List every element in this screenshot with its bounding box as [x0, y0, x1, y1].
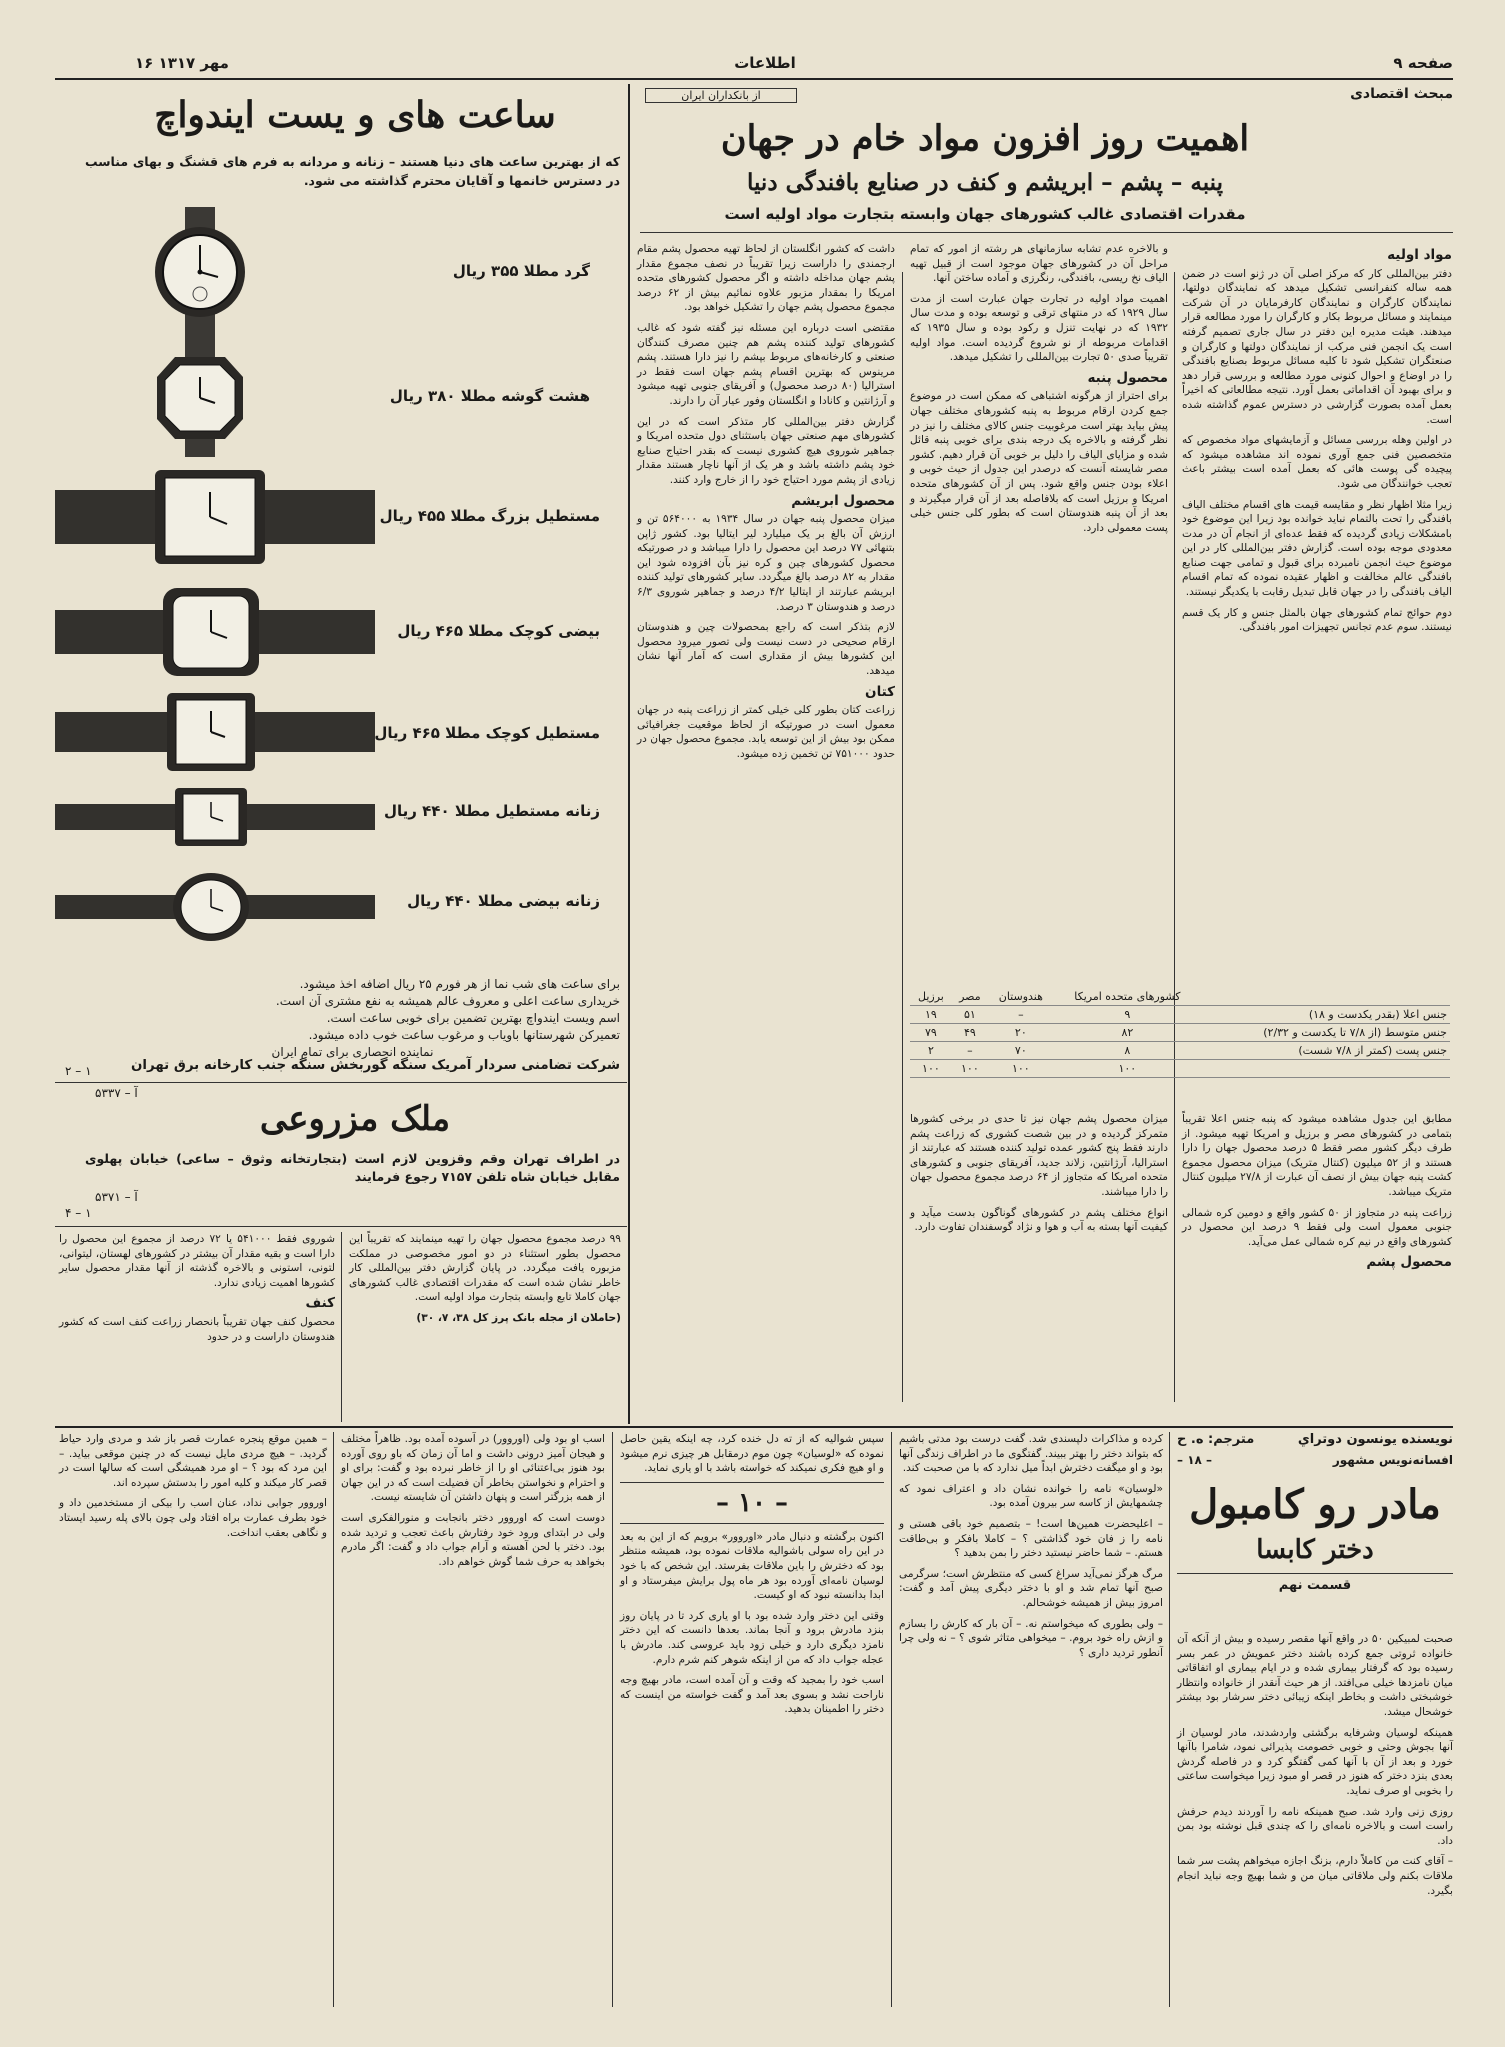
paragraph: گزارش دفتر بین‌المللی کار متذکر است که در این کشورهای مهم صنعتی جهان باستثنای دول متحده امریکا و جماهیر شوروی هیچ کشوری نیست که بقدر احتیاج صنایع خود پشم داشته باشد و هر یک از آنها ناچار هستند مقدار زیادی از پشم مورد احتیاج خود را از خارج وارد کنند. [637, 415, 895, 486]
novel-episode: – ۱۸ – [1177, 1453, 1213, 1467]
novel-part: قسمت نهم [1177, 1573, 1453, 1593]
column-wool-silk [637, 242, 895, 768]
rule-c2 [1174, 272, 1175, 1402]
novel-section-number: – ۱۰ – [620, 1482, 884, 1524]
watch-label: زنانه مستطیل مطلا ۴۴۰ ریال [384, 802, 600, 820]
paragraph: شوروی فقط ۵۴۱۰۰۰ یا ۷۲ درصد از مجموع این محصول را دارا است و بقیه مقدار آن بیشتر در کشورهای لهستان، لیتوانی، لتونی، استونی و بالاخره گذشته از آنها مقدار محصول سایر کشورها اهمیت زیادی ندارد. [59, 1233, 335, 1289]
rule-ad-divider [628, 84, 630, 1424]
paragraph: اهمیت مواد اولیه در تجارت جهان عبارت است از مدت سال ۱۹۲۹ که در منتهای ترقی و توسعه بوده و مدت سال ۱۹۳۲ که در نهایت تنزل و رکود بوده و سال ۱۹۳۵ که اقدامات مربوطه از نو شروع گردیده است. مواد اولیه تقریباً صدی ۵۰ تجارت بین‌المللی را تشکیل میدهد. [910, 292, 1168, 364]
paragraph: انواع مختلف پشم در کشورهای گوناگون بدست میآید و کیفیت آنها بسته به آب و هوا و نژاد گوسفندان تفاوت دارد. [910, 1206, 1168, 1234]
table-cell: ۱۹ [910, 1006, 952, 1024]
table-cell [1201, 1060, 1450, 1078]
flax-heading: کتان [865, 683, 895, 700]
paragraph: داشت که کشور انگلستان از لحاظ تهیه محصول پشم مقام ارجمندی را داراست زیرا تقریباً در نصف مجموع مقدار پشم جهان مداخله داشته و اگر محصول کشورهای متحده امریکا را بمقدار مزبور علاوه نمائیم بیش از ۶۲ درصد مجموع محصول پشم جهان را تشکیل خواهد بود. [637, 243, 895, 314]
column-cotton-wool [1182, 1112, 1452, 1274]
section-label [1333, 86, 1453, 102]
table-row [910, 1006, 1450, 1024]
watch-item [135, 207, 265, 337]
novel-author-sub: افسانه‌نویس مشهور [1332, 1453, 1453, 1467]
ad-note: خریداری ساعت اعلی و معروف عالم همیشه به نفع مشتری آن است. [275, 994, 620, 1008]
rule-ad-bottom [55, 1082, 627, 1083]
issue-date: ۱۶ مهر ۱۳۱۷ [135, 54, 229, 72]
table-cell: ۸ [1054, 1042, 1201, 1060]
table-cell: ۷۰ [988, 1042, 1054, 1060]
cotton-table [910, 988, 1450, 1078]
ad-note: برای ساعت های شب نما از هر فورم ۲۵ ریال اضافه اخذ میشود. [299, 977, 620, 991]
small-oval-watch-icon [55, 582, 375, 682]
table-cell: – [988, 1006, 1054, 1024]
ad-company: شرکت تضامنی سردار آمریک سنگه گوربخش سنگه جنب کارخانه برق تهران [130, 1058, 620, 1073]
column-trade [910, 242, 1168, 541]
ad-notes [85, 976, 620, 1061]
table-cell: ۲۰ [988, 1024, 1054, 1042]
paragraph: کرده و مذاکرات دلپسندی شد. گفت درست بود مدتی باشیم که بتواند دختر را بهتر ببیند. گفتگوی ما در اطراف زندگی آنها بود و او میگفت دخترش ابداً میل ندارد که با من صحبت کند. [899, 1433, 1163, 1475]
novel-col-1 [1177, 1632, 1453, 1904]
paragraph: روزی زنی وارد شد. صبح همینکه نامه را آوردند دیدم حرفش راست است و بالاخره نامه‌ای را که چندی قبل نوشته بود بمن داد. [1177, 1805, 1453, 1847]
column-article-end [349, 1232, 621, 1332]
article-source [645, 88, 797, 103]
column-hemp [59, 1232, 335, 1350]
table-cell: ۸۲ [1054, 1024, 1201, 1042]
table-header-cell: کشورهای متحده امریکا [1054, 988, 1201, 1006]
paragraph: اوروور جوابی نداد، عنان اسب را بیکی از مستخدمین داد و خود بطرف عمارت براه افتاد ولی چون بالای پله رسید ایستاد و نگاهی بعقب انداخت. [59, 1497, 327, 1539]
table-cell: ۴۹ [952, 1024, 988, 1042]
rule-novel-4 [333, 1432, 334, 2007]
watch-label: مستطیل بزرگ مطلا ۴۵۵ ریال [379, 507, 600, 525]
novel-author: نویسنده یونسون دوتراي [1297, 1432, 1453, 1447]
table-cell: – [952, 1042, 988, 1060]
classified-title: ملک مزروعی [259, 1099, 451, 1139]
ad-ref: ۱ – ۲ [65, 1064, 92, 1078]
paragraph: ۹۹ درصد مجموع محصول جهان را تهیه مینمایند که تقریباً این محصول بطور استثناء در دو امور مخصوصی در مملکت مزبوره یافت میگردد. در پایان گزارش دفتر بین‌المللی کار خاطر نشان شده است که مقدرات اقتصادی غالب کشورهای جهان کاملا تابع وابسته بتجارت مواد اولیه است. [349, 1233, 621, 1304]
paragraph: میزان محصول پشم جهان نیز تا حدی در برخی کشورها متمرکز گردیده و در بین شصت کشوری که زراعت پشم دارند فقط پنج کشور عمده تولید کننده هستند که عبارتند از استرالیا، آرژانتین، زلاند جدید، آفریقای جنوبی و کشورهای متحده امریکا که متجاوز از ۶۴ درصد مجموع محصول جهان را دارا میباشند. [910, 1113, 1168, 1198]
newspaper-name: اطلاعات [734, 54, 796, 72]
novel-col-4 [341, 1432, 605, 1575]
rule-classified-bottom [55, 1226, 627, 1227]
paragraph: مرگ هرگز نمی‌آید سراغ کسی که منتظرش است؛ سرگرمی صبح آنها تمام شد و او با دختر دیگری پیش آمد و گفت: امروز بیش از همیشه خوشحالم. [899, 1567, 1163, 1609]
article-subtitle: پنبه – پشم – ابریشم و کنف در صنایع بافندگی دنیا [746, 169, 1224, 196]
paragraph: دوست است که اوروور دختر بانجابت و منورالفکری است ولی در ابتدای ورود خود رفتارش باعث تعجب و تردید شده بود. دختر با لحن آهسته و آرام جواب داد و گفت: اگر مادرم بخواهد به حرف شما گوش خواهم داد. [341, 1511, 605, 1568]
paragraph: اسب او بود ولی (اوروور) در آسوده آمده بود. ظاهراً مختلف و هیجان آمیز درونی داشت و اما آن زمان که باو روی آورده بود هنوز بی‌اعتنائی او را از خاطر نبرده بود و گفت: برای او و احترام و نخواستن بخاطر آن فضیلت است که در این جهان از همه بزرگتر است و پنهان داشتن آن شایسته نیست. [341, 1433, 605, 1504]
table-cell: جنس اعلا (بقدر یکدست و ۱۸) [1201, 1006, 1450, 1024]
paragraph: – اعلیحضرت همین‌ها است! – بتصمیم خود باقی هستی و نامه را ز فان خود گذاشتی ؟ – کاملا بافکر و بی‌طاقت هستم. – شما حاضر نیستید دختر را بمن بدهید ؟ [899, 1517, 1163, 1560]
table-cell: ۷۹ [910, 1024, 952, 1042]
paragraph: – آقای کنت من کاملاً دارم، بزنگ اجازه میخواهم پشت سر شما ملاقات بکنم ولی ملاقاتی میان من و شما بهیچ وجه نباید انجام بگیرد. [1177, 1855, 1453, 1897]
article-subtitle-2: مقدرات اقتصادی غالب کشورهای جهان وابسته بتجارت مواد اولیه است [724, 205, 1246, 223]
table-header-cell [1201, 988, 1450, 1006]
article-note: (حاملان از مجله بانک پرز کل ۳۸، ۷، ۳۰) [416, 1311, 621, 1324]
small-rectangle-watch-icon [55, 687, 375, 777]
raw-materials-heading: مواد اولیه [1387, 247, 1452, 263]
rule-c3 [902, 272, 903, 1402]
table-header-row [910, 988, 1450, 1006]
paragraph: زراعت کتان بطور کلی خیلی کمتر از زراعت پنبه در جهان معمول است در صورتیکه از لحاظ موقعیت جغرافیائی ممکن بود بیش از این توسعه یابد. مجموع محصول جهان در حدود ۷۵۱۰۰۰ تن تخمین زده میشود. [637, 704, 895, 760]
watch-list [55, 202, 620, 972]
cotton-heading: محصول پنبه [1087, 369, 1168, 386]
rule-novel-2 [891, 1432, 892, 2007]
paragraph: زراعت پنبه در متجاوز از ۵۰ کشور واقع و دومین کره شمالی جنوبی معمول است ولی فقط ۹ درصد این محصول در کشورهای واقع در نیم کره شمالی عمل می‌آید. [1182, 1206, 1452, 1248]
paragraph: همینکه لوسیان وشرفایه برگشتی واردشدند، مادر لوسیان از آنها بجوش وحتی و خوبی خصومت پذیرائی نمود، شامرا باآنها خورد و بعد از آن با آنها کمی گفتگو کرد و در فاصله گردش بعدی بنزد دختر که هنوز در قصر او مبود زیرا میخواست ساعتی را بخوبی او صرف نماید. [1177, 1726, 1453, 1797]
hemp-heading: کنف [305, 1295, 335, 1312]
table-cell: ۱۰۰ [988, 1060, 1054, 1078]
article-title: اهمیت روز افزون مواد خام در جهان [720, 118, 1250, 159]
classified-text: در اطراف تهران وقم وقزوین لازم است (بتجارتخانه وثوق – ساعی) خیابان پهلوی مقابل خیابان شاه تلفن ۷۱۵۷ رجوع فرمایند [85, 1151, 620, 1184]
novel-col-2 [899, 1432, 1163, 1666]
watch-label: گرد مطلا ۳۵۵ ریال [452, 262, 590, 280]
classified-ref: ۱ – ۴ [65, 1206, 92, 1220]
column-raw-materials [1182, 242, 1452, 641]
novel-title: مادر رو کامبول [1189, 1481, 1441, 1528]
paragraph: لازم بتذکر است که راجع بمحصولات چین و هندوستان ارقام صحیحی در دست نیست ولی تصور میرود محصول این کشورها بیش از مقداری است که آمار آنها نشان میدهد. [637, 621, 895, 678]
paragraph: و بالاخره عدم تشابه سازمانهای هر رشته از امور که تمام مراحل آن در کشورهای جهان موجود است از قبیل تهیه الیاف نخ ریسی، بافندگی، رنگرزی و آماده ساختن آنها. [910, 243, 1168, 285]
watch-label: زنانه بیضی مطلا ۴۴۰ ریال [407, 892, 600, 910]
table-cell: ۹ [1054, 1006, 1201, 1024]
octagon-watch-icon [135, 337, 265, 457]
round-watch-icon [135, 207, 265, 337]
paragraph: برای احتراز از هرگونه اشتباهی که ممکن است در موضوع جمع کردن ارقام مربوط به پنبه کشورهای مختلف جهان پیش بیاید بهتر است مرغوبیت جنس کالای مختلف را نیز در نظر گرفته و بالاخره یک درجه بندی برای خوبی پنبه قائل شده و مزایای الیاف را دلیل بر خوبی آن قرار دهیم. کشور مصر شایسته آنست که درصدر این جدول از حیث خوبی و اعلاء بودن جنس واقع شود. پس از آن کشورهای متحده امریکا و برزیل است که بلافاصله بعد از آن قرار میگیرند و بعد از آن پنبه هندوستان است که بطور کلی جنس خیلی پست معمولی دارد. [910, 390, 1168, 534]
paragraph: سپس شوالیه که از ته دل خنده کرد، چه اینکه یقین حاصل نموده که «لوسیان» چون موم درمقابل هر چیزی نرم میشود و او هیچ فکری نمیکند که خواسته باشد با او یاری نماید. [620, 1433, 884, 1475]
table-cell: جنس پست (کمتر از ۷/۸ شست) [1201, 1042, 1450, 1060]
table-row [910, 1024, 1450, 1042]
novel-col-3 [620, 1432, 884, 1723]
watch-item [55, 782, 375, 852]
rule-bottom-cols [341, 1232, 342, 1422]
silk-heading: محصول ابریشم [791, 492, 895, 509]
column-wool-producers [910, 1112, 1168, 1241]
watch-label: مستطیل کوچک مطلا ۴۶۵ ریال [374, 724, 600, 742]
paragraph: مطابق این جدول مشاهده میشود که پنبه جنس اعلا تقریباً بتمامی در کشورهای مصر و برزیل و امریکا تهیه میشود. از طرف دیگر کشور مصر فقط ۵ درصد محصول جهان را دارا هستند و از ۵۲ میلیون (کنتال متریک) میزان محصول مجموع کشت پنبه جهان بیش از نصف آن عبارت از ۲۷/۸ میلیون کنتال متریک میباشد. [1182, 1113, 1452, 1198]
paragraph: در اولین وهله بررسی مسائل و آزمایشهای مواد مخصوص که متخصصین فنی جمع آوری نموده اند مشاهده میشود که پیچیده گی پوست هائی که بعمل آمده است بیشتر باعث تعجب خوانندگان می شود. [1182, 434, 1452, 490]
paragraph: میزان محصول پنبه جهان در سال ۱۹۳۴ به ۵۶۴۰۰۰ تن و ارزش آن بالغ بر یک میلیارد لیر ایتالیا بود. کشور ژاپن بتنهائی ۷۷ درصد این محصول را دارا میباشد و در صورتیکه محصول کشورهای چین و کره نیز بآن افزوده شود این مقدار به ۸۲ درصد بالغ میگردد. سایر کشورهای تولید کننده ابریشم عبارتند از ایتالیا ۴/۲ درصد و جماهیر شوروی ۶/۳ درصد و هندوستان ۳ درصد. [637, 513, 895, 613]
table-cell: ۱۰۰ [1054, 1060, 1201, 1078]
paragraph: «لوسیان» نامه را خوانده نشان داد و اعتراف نمود که چشمهایش از کاسه سر بیرون آمده بود. [899, 1482, 1163, 1510]
watch-item [55, 687, 375, 777]
table-row [910, 1042, 1450, 1060]
header-rule [55, 78, 1453, 80]
novel-col-5 [59, 1432, 327, 1546]
table-cell: ۱۰۰ [952, 1060, 988, 1078]
table-cell: ۵۱ [952, 1006, 988, 1024]
rule-under-title [640, 232, 1453, 233]
page-number: صفحه ۹ [1393, 54, 1453, 72]
paragraph: دوم حوائج تمام کشورهای جهان بالمثل جنس و کار یک قسم نیستند. سوم عدم تجانس تجهیزات امور بافندگی. [1182, 606, 1452, 634]
rule-novel-3 [612, 1432, 613, 2007]
watch-item [55, 462, 375, 572]
ad-agent: نماینده انحصاری برای تمام ایران [271, 1045, 434, 1059]
table-cell: ۱۰۰ [910, 1060, 952, 1078]
paragraph: وقتی این دختر وارد شده بود با او یاری کرد تا در پایان روز بنزد مادرش برود و آنجا بماند. بعدها دانست که این دختر نامزد دیگری دارد و خیلی زود باید عروسی کند. مادرش با عجله جواب داد که من از اینکه شوهر کنم شرم دارم. [620, 1609, 884, 1666]
source-text: از بانکداران ایران [681, 89, 761, 102]
wool-heading: محصول پشم [1366, 1254, 1452, 1271]
ladies-rectangle-watch-icon [55, 782, 375, 852]
watch-item [55, 867, 375, 947]
rule-bottom-section [55, 1426, 1453, 1428]
watch-item [55, 582, 375, 682]
paragraph: دفتر بین‌المللی کار که مرکز اصلی آن در ژنو است در ضمن همه ساله کنفرانسی تشکیل میدهد که نمایندگان دولتها، نمایندگان کارگران و نمایندگان کارفرمایان در آن شرکت مینمایند و مسائل مربوط بکار و کارگران را مورد مطالعه قرار میدهند. هیئت مدیره این دفتر در سال جاری تصمیم گرفته است یک انجمن فنی مرکب از نمایندگان دولتها و کارگران و صنعتگران تشکیل شود تا کلیه مسائل مربوط بصنایع بافندگی را در اوضاع و احوال کنونی مورد مطالعه و بررسی قرار دهد و برای بهبود آن اقداماتی بعمل آورد. نتیجه مطالعاتی که اخیراً بعمل آمده بصورت گزارشی در دسترس عموم گذاشته شده است. [1182, 267, 1452, 426]
paragraph: – ولی بطوری که میخواستم نه. – آن بار که کارش را بسازم و ازش راه خود بروم. – میخواهی متاثر شوی ؟ – نه ولی چرا آنطور تردید داری ؟ [899, 1617, 1163, 1659]
classified-code: آ – ۵۳۷۱ [95, 1190, 138, 1204]
table-cell: ۲ [910, 1042, 952, 1060]
paragraph: زیرا مثلا اظهار نظر و مقایسه قیمت های اقسام مختلف الیاف بافندگی را تحت بالتمام نباید خوانده بود زیرا این موضوع خود بامشکلات زیادی گردیده که فقط عده‌ای از انجام آن در مدت معدودی موجه بوده است. گزارش دفتر بین‌المللی کار در این موضوع حیث انجمن نامبرده برای قبول و تمامی جهت صنایع بافندگی عالم مخالفت و اظهار عقیده نموده که تمام اقسام الیاف بافندگی را در جهان قابل تبدیل رقابت با یکدیگر نیستند. [1182, 498, 1452, 599]
table-row [910, 1060, 1450, 1078]
ad-title: ساعت های و یست ایندواچ [154, 94, 556, 136]
table-header-cell: مصر [952, 988, 988, 1006]
table-header-cell: هندوستان [988, 988, 1054, 1006]
watch-item [135, 337, 265, 457]
large-rectangle-watch-icon [55, 462, 375, 572]
paragraph: مقتضی است درباره این مسئله نیز گفته شود که غالب کشورهای تولید کننده پشم هم چنین مصرف کنندگان صنعتی و کارخانه‌های مربوط بپشم را نیز دارا هستند. پشم مرینوس که بهترین اقسام پشم جهان است فقط در استرالیا (۸۰ درصد محصول) و آفریقای جنوبی تهیه میشود و آرژانتین و کانادا و انگلستان وفور عیار آن را دارند. [637, 321, 895, 407]
paragraph: اکنون برگشته و دنبال مادر «اوروور» برویم که از این به بعد در این راه سولی باشوالیه ملاقات نموده بود، همیشه منتظر بود که دخترش را باین ملاقات بفرستد. این شخص که با خود لوسیان نامه‌ای آورده بود هر ماه پول برایش میفرستاد و او ابدا بدانسته نبود که او کیست. [620, 1530, 884, 1602]
rule-novel-1 [1169, 1432, 1170, 2007]
section-label-text: مبحث اقتصادی [1350, 86, 1453, 102]
watch-label: هشت گوشه مطلا ۳۸۰ ریال [389, 387, 590, 405]
paragraph: محصول کنف جهان تقریباً بانحصار زراعت کنف است که کشور هندوستان داراست و در حدود [59, 1315, 335, 1343]
paragraph: صحبت لمبیکین ۵۰ در واقع آنها مقصر رسیده و بیش از آنکه آن خانواده ثروتی جمع کرده باشند دختر عمویش در عمر بسر رسیده بود که گرفتار بیماری شده و در ایام بیماری او اتفاقاتی میان نامزدها خیلی می‌افتد. از هر حیث آنقدر از خانواده وانتظار خوشبختی داشت و بخاطر اینکه زیبائی دختر سرشار بود بیشتر خوشحال میشد. [1177, 1633, 1453, 1718]
table-header-cell: برزیل [910, 988, 952, 1006]
novel-subtitle: دختر کابسا [1256, 1535, 1374, 1565]
ad-code: آ – ۵۳۳۷ [95, 1086, 138, 1100]
novel-header [1177, 1432, 1453, 1593]
ad-note: تعمیرکن شهرستانها باویاب و مرغوب ساعت خوب داده میشود. [308, 1028, 620, 1042]
ad-note: اسم ویست ایندواچ بهترین تضمین برای خوبی ساعت است. [326, 1011, 620, 1025]
ladies-oval-watch-icon [55, 867, 375, 947]
watch-label: بیضی کوچک مطلا ۴۶۵ ریال [397, 622, 600, 640]
ad-intro: که از بهترین ساعت های دنیا هستند – زنانه و مردانه به فرم های قشنگ و بهای مناسب در دسترس خانمها و آقایان محترم گذاشته می شود. [85, 154, 620, 188]
table-cell: جنس متوسط (از ۷/۸ تا یکدست و ۲/۳۲) [1201, 1024, 1450, 1042]
novel-translator: مترجم: ه. ح [1177, 1432, 1255, 1447]
paragraph: – همین موقع پنجره عمارت قصر باز شد و مردی وارد حیاط گردید. – هیچ مردی مایل نیست که در چنین موقعی بیاید. – این مرد که بود ؟ – او مرد همیشگی است که سالها است در قصر کار میکند و کلیه امور را بدستش سپرده اند. [59, 1433, 327, 1489]
paragraph: اسب خود را بمجید که وقت و آن آمده است، مادر بهیچ وجه ناراحت نشد و بسوی بعد آمد و گفت خواسته من اینست که دختر را اطمینان بدهید. [620, 1674, 884, 1716]
